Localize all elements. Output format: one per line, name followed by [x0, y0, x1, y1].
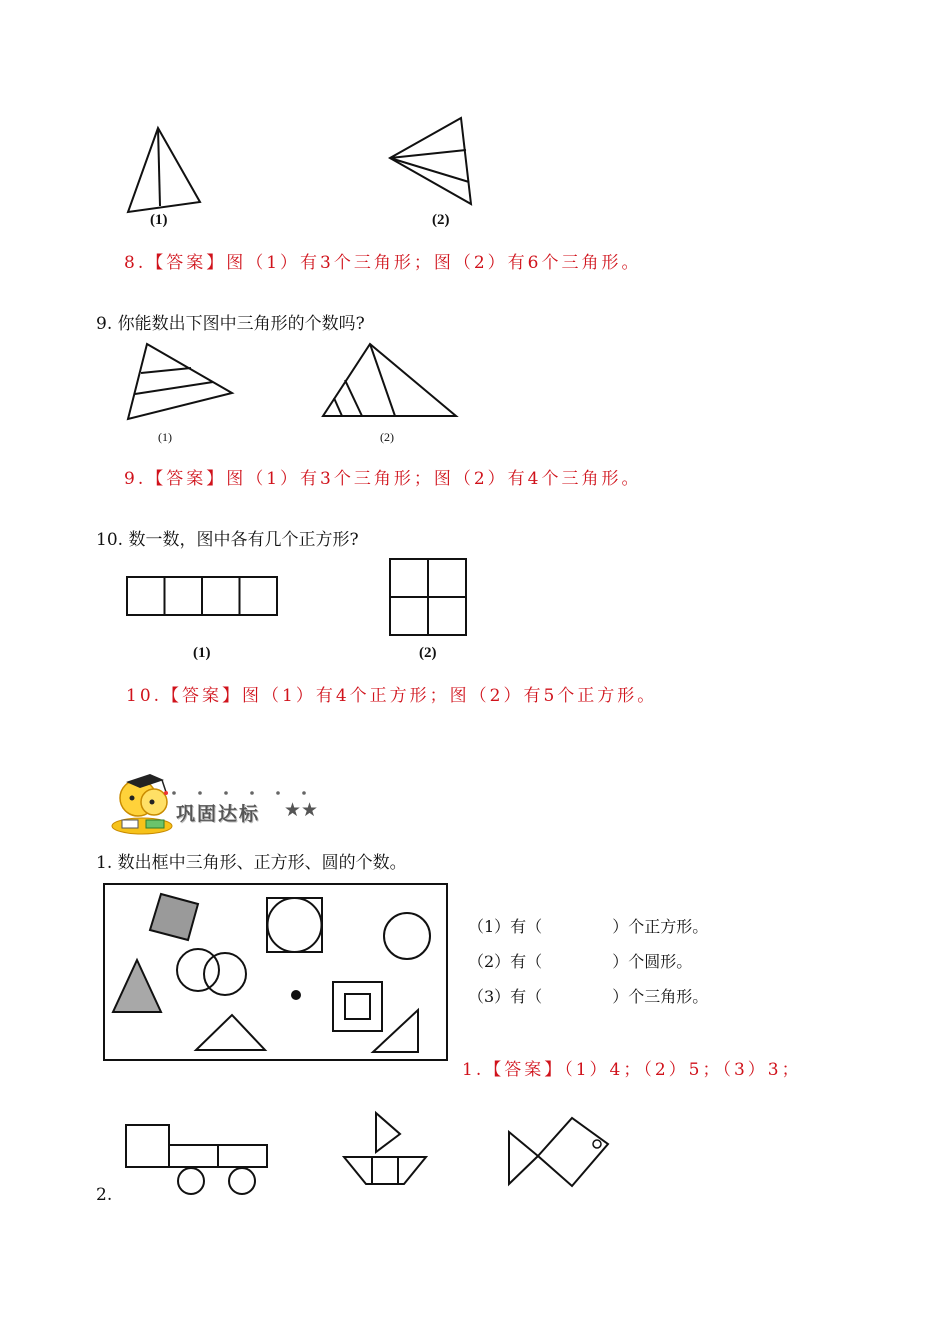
- star-icon: ★★: [284, 799, 319, 821]
- p1-question: 1. 数出框中三角形、正方形、圆的个数。: [96, 853, 407, 873]
- section-title: 巩固达标: [176, 803, 261, 825]
- q9-answer: 9.【答案】图（1）有3个三角形；图（2）有4个三角形。: [124, 469, 642, 489]
- q8-fig1-caption: (1): [150, 212, 168, 228]
- q9-figure-2: [320, 340, 460, 420]
- p2-truck-figure: [122, 1120, 272, 1200]
- p1-row-1-prefix: （1）有（: [468, 917, 543, 936]
- p1-shape-box: [100, 880, 455, 1065]
- p1-row-1-suffix: ）个正方形。: [612, 917, 709, 936]
- q10-figure-1: [125, 575, 280, 620]
- q10-question: 10. 数一数，图中各有几个正方形?: [96, 530, 359, 550]
- cartoon-student-mascot-icon: [108, 768, 178, 838]
- p1-row-2-suffix: ）个圆形。: [612, 952, 693, 971]
- p1-row-3-suffix: ）个三角形。: [612, 987, 709, 1006]
- q10-answer: 10.【答案】图（1）有4个正方形；图（2）有5个正方形。: [126, 686, 658, 706]
- p2-boat-figure: [338, 1108, 433, 1190]
- p1-row-3: [468, 984, 708, 1007]
- q9-figure-1: [125, 340, 240, 425]
- q10-figure-2: [388, 557, 470, 639]
- q9-question: 9. 你能数出下图中三角形的个数吗?: [96, 314, 365, 334]
- q8-figure-1: [120, 120, 210, 220]
- q9-fig1-caption: (1): [158, 430, 172, 444]
- p1-row-2-prefix: （2）有（: [468, 952, 543, 971]
- p1-row-3-prefix: （3）有（: [468, 987, 543, 1006]
- p1-row-2: [468, 949, 692, 972]
- q10-fig2-caption: (2): [419, 645, 437, 661]
- banner-dots: [170, 790, 320, 796]
- q9-fig2-caption: (2): [380, 430, 394, 444]
- q8-answer: 8.【答案】图（1）有3个三角形；图（2）有6个三角形。: [124, 253, 642, 273]
- q10-fig1-caption: (1): [193, 645, 211, 661]
- p2-fish-figure: [505, 1110, 615, 1190]
- q8-figure-2: [385, 112, 485, 217]
- p2-label: 2.: [96, 1185, 113, 1205]
- p1-answer: 1.【答案】（1）4；（2）5；（3）3；: [462, 1060, 802, 1080]
- q8-fig2-caption: (2): [432, 212, 450, 228]
- p1-row-1: [468, 914, 708, 937]
